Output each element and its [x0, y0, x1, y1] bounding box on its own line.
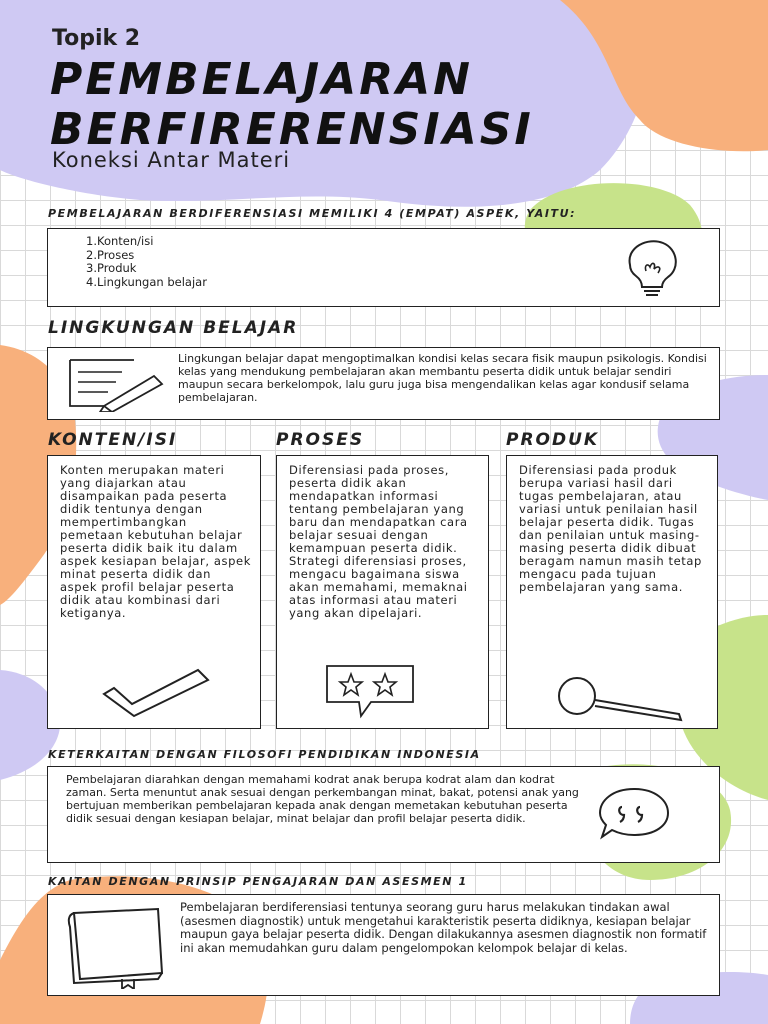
aspek-list	[86, 235, 207, 289]
kaitan-heading: KAITAN DENGAN PRINSIP PENGAJARAN DAN ASESMEN 1	[48, 875, 468, 888]
aspek-item: 4.Lingkungan belajar	[86, 274, 207, 289]
kaitan-box	[47, 894, 720, 996]
produk-box	[506, 455, 718, 729]
aspek-box	[47, 228, 720, 307]
page-title-line1: PEMBELAJARAN	[50, 54, 473, 105]
produk-heading: PRODUK	[506, 430, 600, 450]
proses-heading: PROSES	[276, 430, 365, 450]
paper-pencil-icon	[64, 354, 164, 412]
proses-box	[276, 455, 489, 729]
quote-bubble-icon	[598, 785, 672, 843]
lingkungan-box	[47, 347, 720, 420]
page-subtitle: Koneksi Antar Materi	[52, 148, 291, 172]
topic-label: Topik 2	[52, 26, 141, 51]
star-rating-bubble-icon	[321, 662, 421, 724]
checkmark-icon	[98, 664, 218, 720]
konten-text: Konten merupakan materi yang diajarkan atau disampaikan pada peserta didik tentunya dengan mempertimbangkan pemetaan kebutuhan belajar peserta didik baik itu dalam aspek kesiapan belajar, aspek minat peserta didik dan aspek profil belajar peserta didik atau kombinasi dari ketiganya.	[60, 463, 251, 620]
proses-text: Diferensiasi pada proses, peserta didik akan mendapatkan informasi tentang pembelajaran yang baru dan mendapatkan cara belajar sesuai dengan kemampuan peserta didik. Strategi diferensiasi proses, mengacu bagaimana siswa akan memahami, memaknai atas informasi atau materi yang akan dipelajari.	[289, 463, 468, 620]
kaitan-text: Pembelajaran berdiferensiasi tentunya seorang guru harus melakukan tindakan awal (asesmen diagnostik) untuk mengetahui karakteristik peserta didiknya, kesiapan belajar maupun gaya belajar peserta didik. Dengan dilakukannya asesmen diagnostik non formatif ini akan memudahkan guru dalam pengelompokan kelompok belajar di kelas.	[180, 900, 707, 955]
keterkaitan-box	[47, 766, 720, 863]
keterkaitan-text: Pembelajaran diarahkan dengan memahami kodrat anak berupa kodrat alam dan kodrat zaman. Serta menuntut anak sesuai dengan perkembangan minat, bakat, potensi anak yang bertujuan memberikan pembelajaran kepada anak dengan memetakan kebutuhan peserta didik sesuai dengan kesiapan belajar, minat belajar dan profil belajar peserta didik.	[66, 773, 579, 825]
book-icon	[62, 903, 172, 989]
keterkaitan-heading: KETERKAITAN DENGAN FILOSOFI PENDIDIKAN INDONESIA	[48, 748, 481, 761]
lightbulb-icon	[608, 235, 688, 301]
konten-box	[47, 455, 261, 729]
aspek-item: 3.Produk	[86, 261, 137, 275]
lingkungan-text: Lingkungan belajar dapat mengoptimalkan kondisi kelas secara fisik maupun psikologis. Kondisi kelas yang mendukung pembelajaran akan membantu peserta didik untuk belajar sendiri maupun secara berkelompok, lalu guru juga bisa mengendalikan kelas agar kondusif selama pembelajaran.	[178, 352, 707, 404]
lingkungan-heading: LINGKUNGAN BELAJAR	[48, 318, 299, 338]
magnifier-icon	[551, 674, 691, 722]
aspek-item: 2.Proses	[86, 247, 135, 262]
konten-heading: KONTEN/ISI	[48, 430, 178, 450]
aspek-heading: PEMBELAJARAN BERDIFERENSIASI MEMILIKI 4 (EMPAT) ASPEK, YAITU:	[48, 207, 577, 220]
page-title-line2: BERFIRERENSIASI	[50, 104, 534, 155]
aspek-item: 1.Konten/isi	[86, 234, 154, 248]
produk-text: Diferensiasi pada produk berupa variasi hasil dari tugas pembelajaran, atau variasi untuk penilaian hasil belajar peserta didik. Tugas dan penilaian untuk masing-masing peserta didik dibuat beragam namun masih tetap mengacu pada tujuan pembelajaran yang sama.	[519, 463, 702, 594]
